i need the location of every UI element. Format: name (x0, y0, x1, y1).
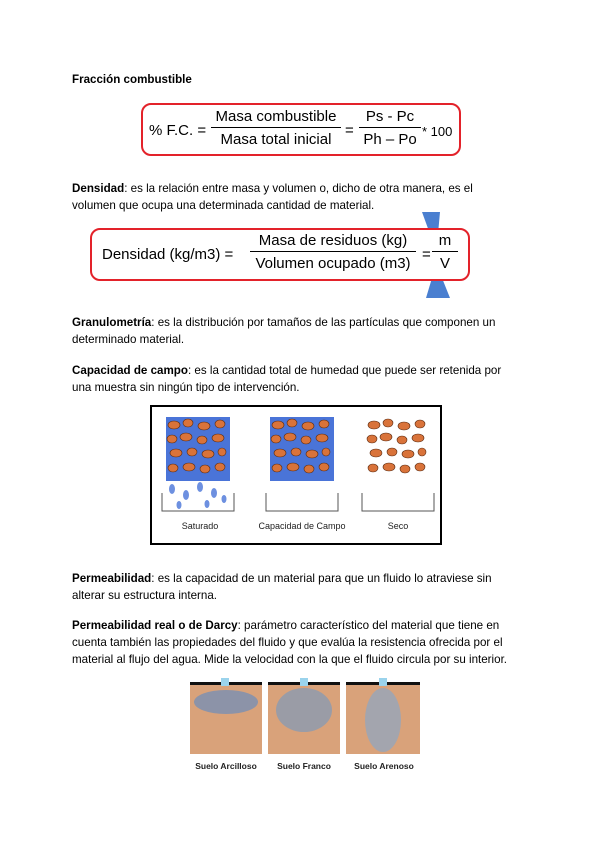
permeabilidad-paragraph (72, 570, 532, 604)
formula-fc-eq: = (345, 122, 354, 139)
clay-soil-panel (190, 678, 262, 754)
formula-densidad-den1: Volumen ocupado (m3) (255, 255, 411, 272)
formula-fc-frac1 (211, 108, 341, 148)
formula-densidad-lhs: Densidad (kg/m3) = (102, 246, 234, 263)
formula-fc-frac2 (359, 108, 421, 148)
formula-densidad-num2: m (432, 232, 458, 252)
formula-fc-den1: Masa total inicial (220, 131, 332, 148)
darcy-paragraph (72, 617, 542, 668)
soil-caption-capacidad: Capacidad de Campo (258, 521, 346, 531)
granulometria-line1: : es la distribución por tamaños de las partículas que componen un (151, 316, 496, 329)
perm-caption-arenoso: Suelo Arenoso (354, 761, 414, 771)
fraccion-title: Fracción combustible (72, 73, 192, 86)
permeabilidad-term: Permeabilidad (72, 572, 152, 585)
formula-fc-lhs: % F.C. = (149, 122, 207, 139)
field-capacity-soil-block (266, 417, 338, 511)
darcy-line3: material al flujo del agua. Mide la velocidad con la que el fluido circula por su interior. (72, 653, 508, 666)
capacidad-line1: : es la cantidad total de humedad que puede ser retenida por (187, 364, 502, 377)
dry-soil-block (362, 417, 434, 511)
granulometria-term: Granulometría (72, 316, 152, 329)
formula-densidad-den2: V (439, 255, 450, 272)
permeabilidad-line1: : es la capacidad de un material para que un fluido lo atraviese sin (151, 572, 492, 585)
permeability-illustration (188, 678, 424, 756)
formula-fc-num1: Masa combustible (211, 108, 341, 128)
loam-soil-panel (268, 678, 340, 754)
saturated-soil-block (162, 417, 234, 511)
densidad-paragraph (72, 180, 532, 214)
darcy-line2: cuenta también las propiedades del fluido y que evalúa la resistencia ofrecida por el (72, 636, 503, 649)
formula-fc-box (141, 103, 461, 156)
formula-densidad-frac2 (432, 232, 458, 272)
arrow-down-icon (426, 278, 450, 298)
granulometria-line2: determinado material. (72, 333, 185, 346)
capacidad-term: Capacidad de campo (72, 364, 188, 377)
formula-fc-num2: Ps - Pc (359, 108, 421, 128)
granulometria-paragraph (72, 314, 532, 348)
formula-densidad-box (90, 228, 470, 281)
darcy-line1: : parámetro característico del material que tiene en (237, 619, 500, 632)
densidad-term: Densidad (72, 182, 125, 195)
perm-caption-franco: Suelo Franco (277, 761, 331, 771)
sandy-soil-panel (346, 678, 420, 754)
formula-densidad-eq: = (422, 246, 431, 263)
darcy-term: Permeabilidad real o de Darcy (72, 619, 238, 632)
soil-caption-saturado: Saturado (181, 521, 219, 531)
formula-fc-den2: Ph – Po (363, 131, 417, 148)
perm-caption-arcilloso: Suelo Arcilloso (195, 761, 257, 771)
densidad-line1: : es la relación entre masa y volumen o, dicho de otra manera, es el (124, 182, 473, 195)
formula-densidad-num1: Masa de residuos (kg) (250, 232, 416, 252)
capacidad-line2: una muestra sin ningún tipo de intervención. (72, 381, 300, 394)
densidad-line2: volumen que ocupa una determinada cantidad de material. (72, 199, 375, 212)
soil-moisture-figure (150, 405, 442, 545)
permeabilidad-line2: alterar su estructura interna. (72, 589, 217, 602)
formula-densidad-frac1 (250, 232, 416, 272)
capacidad-paragraph (72, 362, 532, 396)
soil-caption-seco: Seco (387, 521, 409, 531)
formula-fc-tail: * 100 (422, 124, 453, 139)
